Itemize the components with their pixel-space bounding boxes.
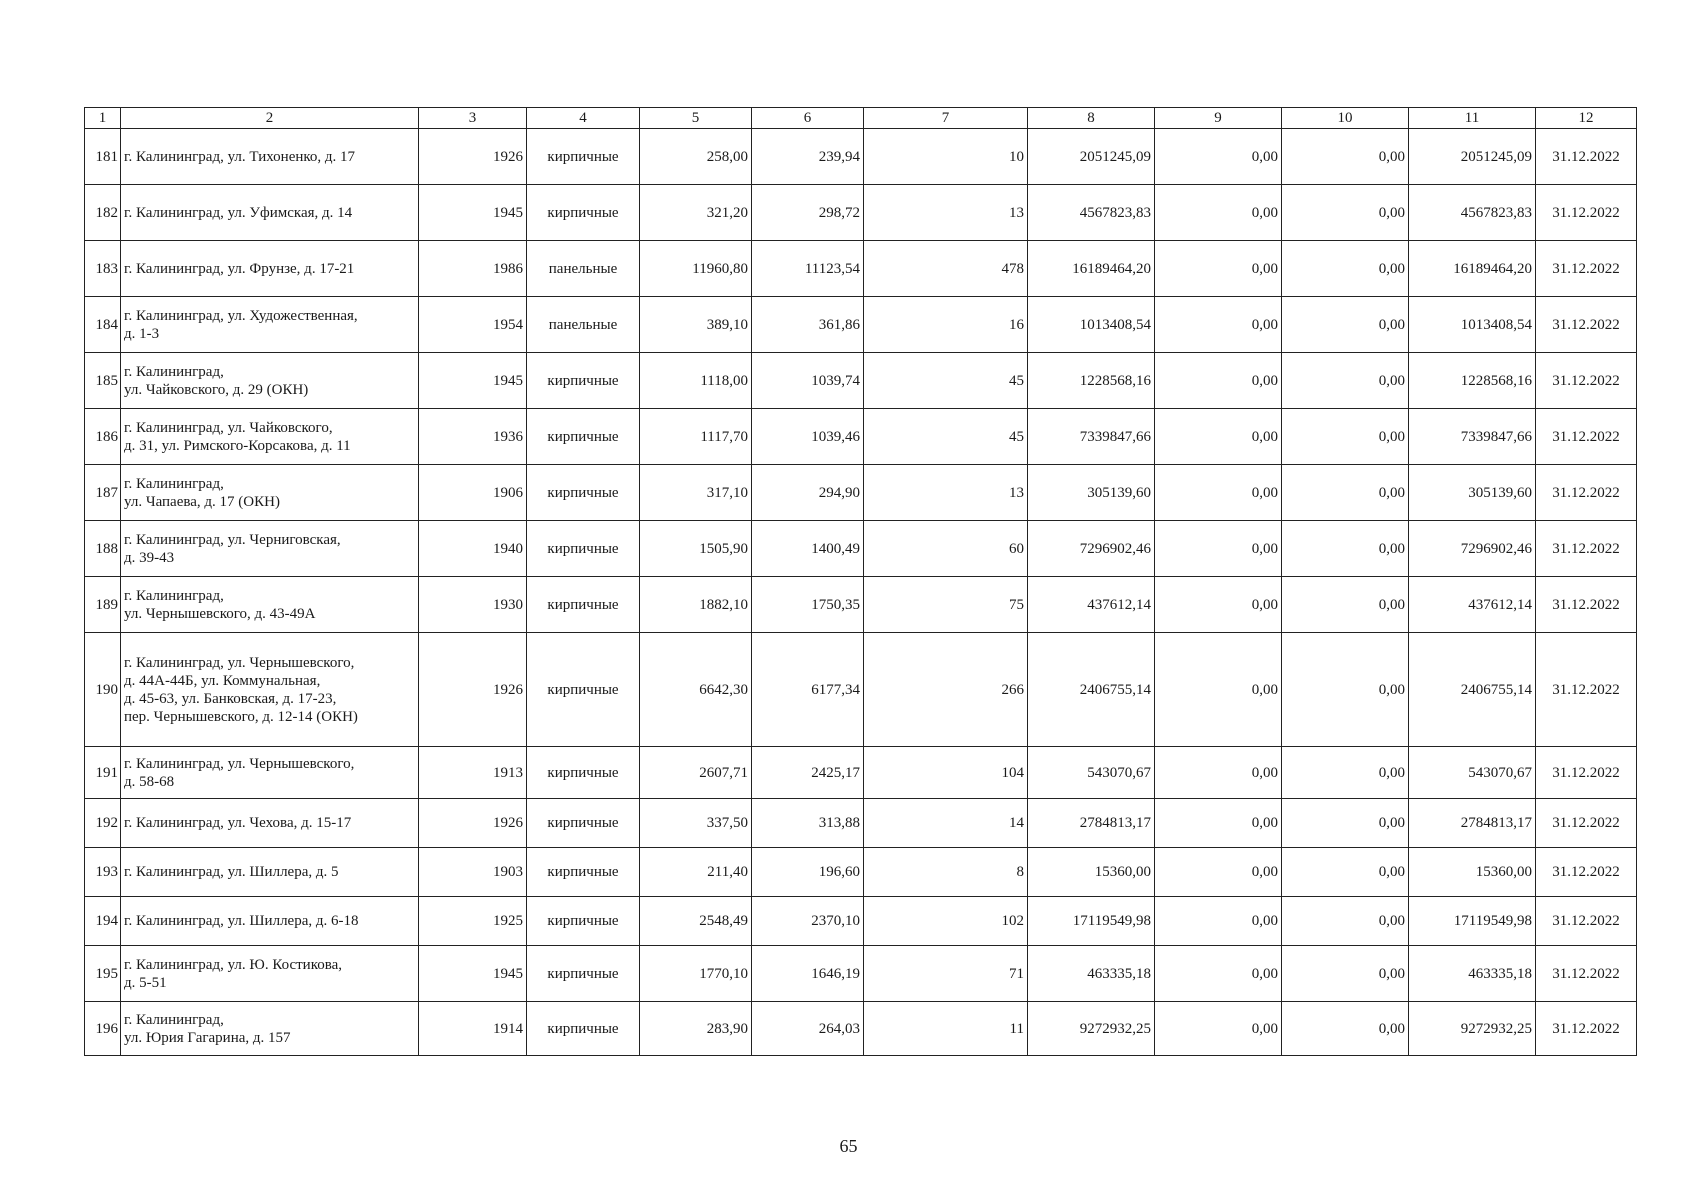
value-cell: 0,00 bbox=[1155, 1002, 1282, 1056]
value-cell: 1228568,16 bbox=[1409, 353, 1536, 409]
value-cell: 17119549,98 bbox=[1028, 897, 1155, 946]
value-cell: 0,00 bbox=[1282, 1002, 1409, 1056]
column-header: 12 bbox=[1536, 108, 1637, 129]
value-cell: 0,00 bbox=[1282, 409, 1409, 465]
value-cell: 0,00 bbox=[1155, 297, 1282, 353]
value-cell: 361,86 bbox=[752, 297, 864, 353]
value-cell: 389,10 bbox=[640, 297, 752, 353]
row-number: 196 bbox=[85, 1002, 121, 1056]
date-cell: 31.12.2022 bbox=[1536, 409, 1637, 465]
table-row bbox=[85, 409, 1637, 465]
value-cell: 1013408,54 bbox=[1028, 297, 1155, 353]
address-cell: г. Калининград, ул. Художественная, д. 1-3 bbox=[121, 297, 419, 353]
address-cell: г. Калининград, ул. Шиллера, д. 6-18 bbox=[121, 897, 419, 946]
value-cell: 2425,17 bbox=[752, 747, 864, 799]
value-cell: 16189464,20 bbox=[1028, 241, 1155, 297]
value-cell: 7339847,66 bbox=[1028, 409, 1155, 465]
value-cell: 1505,90 bbox=[640, 521, 752, 577]
row-number: 192 bbox=[85, 799, 121, 848]
value-cell: 258,00 bbox=[640, 129, 752, 185]
column-header: 1 bbox=[85, 108, 121, 129]
address-cell: г. Калининград, ул. Уфимская, д. 14 bbox=[121, 185, 419, 241]
table-row bbox=[85, 799, 1637, 848]
year-cell: 1954 bbox=[419, 297, 527, 353]
date-cell: 31.12.2022 bbox=[1536, 185, 1637, 241]
year-cell: 1945 bbox=[419, 353, 527, 409]
value-cell: 0,00 bbox=[1282, 297, 1409, 353]
value-cell: 0,00 bbox=[1155, 848, 1282, 897]
row-number: 186 bbox=[85, 409, 121, 465]
table-row bbox=[85, 521, 1637, 577]
column-header: 3 bbox=[419, 108, 527, 129]
value-cell: 321,20 bbox=[640, 185, 752, 241]
row-number: 195 bbox=[85, 946, 121, 1002]
page-number: 65 bbox=[839, 1136, 858, 1156]
material-cell: кирпичные bbox=[527, 946, 640, 1002]
value-cell: 2051245,09 bbox=[1409, 129, 1536, 185]
year-cell: 1926 bbox=[419, 633, 527, 747]
value-cell: 0,00 bbox=[1282, 633, 1409, 747]
column-header: 2 bbox=[121, 108, 419, 129]
material-cell: кирпичные bbox=[527, 409, 640, 465]
column-header: 7 bbox=[864, 108, 1028, 129]
value-cell: 104 bbox=[864, 747, 1028, 799]
table-row bbox=[85, 747, 1637, 799]
value-cell: 0,00 bbox=[1282, 848, 1409, 897]
row-number: 189 bbox=[85, 577, 121, 633]
value-cell: 15360,00 bbox=[1409, 848, 1536, 897]
material-cell: кирпичные bbox=[527, 577, 640, 633]
year-cell: 1926 bbox=[419, 799, 527, 848]
table-row bbox=[85, 577, 1637, 633]
value-cell: 437612,14 bbox=[1028, 577, 1155, 633]
date-cell: 31.12.2022 bbox=[1536, 848, 1637, 897]
table-row bbox=[85, 633, 1637, 747]
material-cell: кирпичные bbox=[527, 521, 640, 577]
address-cell: г. Калининград, ул. Тихоненко, д. 17 bbox=[121, 129, 419, 185]
table-row bbox=[85, 946, 1637, 1002]
address-cell: г. Калининград, ул. Чернышевского, д. 44А-44Б, ул. Коммунальная, д. 45-63, ул. Банковская, д. 17-23, пер. Чернышевского, д. 12-14 (ОКН) bbox=[121, 633, 419, 747]
value-cell: 463335,18 bbox=[1028, 946, 1155, 1002]
row-number: 188 bbox=[85, 521, 121, 577]
value-cell: 0,00 bbox=[1155, 353, 1282, 409]
value-cell: 305139,60 bbox=[1409, 465, 1536, 521]
column-header: 9 bbox=[1155, 108, 1282, 129]
value-cell: 1013408,54 bbox=[1409, 297, 1536, 353]
value-cell: 1646,19 bbox=[752, 946, 864, 1002]
year-cell: 1914 bbox=[419, 1002, 527, 1056]
value-cell: 75 bbox=[864, 577, 1028, 633]
address-cell: г. Калининград, ул. Фрунзе, д. 17-21 bbox=[121, 241, 419, 297]
row-number: 181 bbox=[85, 129, 121, 185]
value-cell: 266 bbox=[864, 633, 1028, 747]
date-cell: 31.12.2022 bbox=[1536, 577, 1637, 633]
year-cell: 1945 bbox=[419, 185, 527, 241]
date-cell: 31.12.2022 bbox=[1536, 297, 1637, 353]
year-cell: 1906 bbox=[419, 465, 527, 521]
date-cell: 31.12.2022 bbox=[1536, 129, 1637, 185]
value-cell: 0,00 bbox=[1282, 465, 1409, 521]
material-cell: панельные bbox=[527, 241, 640, 297]
value-cell: 15360,00 bbox=[1028, 848, 1155, 897]
value-cell: 0,00 bbox=[1155, 747, 1282, 799]
value-cell: 4567823,83 bbox=[1409, 185, 1536, 241]
value-cell: 2406755,14 bbox=[1409, 633, 1536, 747]
value-cell: 16189464,20 bbox=[1409, 241, 1536, 297]
value-cell: 8 bbox=[864, 848, 1028, 897]
value-cell: 478 bbox=[864, 241, 1028, 297]
date-cell: 31.12.2022 bbox=[1536, 897, 1637, 946]
value-cell: 0,00 bbox=[1155, 409, 1282, 465]
value-cell: 1118,00 bbox=[640, 353, 752, 409]
value-cell: 0,00 bbox=[1282, 747, 1409, 799]
column-header: 11 bbox=[1409, 108, 1536, 129]
year-cell: 1986 bbox=[419, 241, 527, 297]
value-cell: 2784813,17 bbox=[1028, 799, 1155, 848]
column-number-row bbox=[85, 108, 1637, 129]
table-body bbox=[85, 108, 1637, 1056]
column-header: 6 bbox=[752, 108, 864, 129]
material-cell: кирпичные bbox=[527, 633, 640, 747]
table-row bbox=[85, 297, 1637, 353]
address-cell: г. Калининград, ул. Чайковского, д. 29 (ОКН) bbox=[121, 353, 419, 409]
value-cell: 264,03 bbox=[752, 1002, 864, 1056]
row-number: 194 bbox=[85, 897, 121, 946]
value-cell: 14 bbox=[864, 799, 1028, 848]
row-number: 183 bbox=[85, 241, 121, 297]
date-cell: 31.12.2022 bbox=[1536, 521, 1637, 577]
row-number: 191 bbox=[85, 747, 121, 799]
date-cell: 31.12.2022 bbox=[1536, 1002, 1637, 1056]
value-cell: 102 bbox=[864, 897, 1028, 946]
material-cell: кирпичные bbox=[527, 848, 640, 897]
value-cell: 0,00 bbox=[1155, 185, 1282, 241]
date-cell: 31.12.2022 bbox=[1536, 353, 1637, 409]
material-cell: кирпичные bbox=[527, 465, 640, 521]
address-cell: г. Калининград, ул. Чехова, д. 15-17 bbox=[121, 799, 419, 848]
material-cell: кирпичные bbox=[527, 1002, 640, 1056]
value-cell: 2548,49 bbox=[640, 897, 752, 946]
value-cell: 10 bbox=[864, 129, 1028, 185]
date-cell: 31.12.2022 bbox=[1536, 747, 1637, 799]
address-cell: г. Калининград, ул. Ю. Костикова, д. 5-51 bbox=[121, 946, 419, 1002]
value-cell: 0,00 bbox=[1282, 185, 1409, 241]
housing-table bbox=[84, 107, 1637, 1056]
value-cell: 1039,46 bbox=[752, 409, 864, 465]
value-cell: 305139,60 bbox=[1028, 465, 1155, 521]
value-cell: 7296902,46 bbox=[1028, 521, 1155, 577]
value-cell: 1400,49 bbox=[752, 521, 864, 577]
material-cell: кирпичные bbox=[527, 353, 640, 409]
address-cell: г. Калининград, ул. Шиллера, д. 5 bbox=[121, 848, 419, 897]
value-cell: 2784813,17 bbox=[1409, 799, 1536, 848]
date-cell: 31.12.2022 bbox=[1536, 241, 1637, 297]
value-cell: 16 bbox=[864, 297, 1028, 353]
value-cell: 0,00 bbox=[1282, 129, 1409, 185]
value-cell: 13 bbox=[864, 465, 1028, 521]
value-cell: 298,72 bbox=[752, 185, 864, 241]
column-header: 10 bbox=[1282, 108, 1409, 129]
address-cell: г. Калининград, ул. Юрия Гагарина, д. 157 bbox=[121, 1002, 419, 1056]
value-cell: 1039,74 bbox=[752, 353, 864, 409]
address-cell: г. Калининград, ул. Черниговская, д. 39-43 bbox=[121, 521, 419, 577]
value-cell: 2406755,14 bbox=[1028, 633, 1155, 747]
value-cell: 0,00 bbox=[1282, 799, 1409, 848]
value-cell: 0,00 bbox=[1282, 946, 1409, 1002]
value-cell: 11960,80 bbox=[640, 241, 752, 297]
value-cell: 0,00 bbox=[1282, 577, 1409, 633]
value-cell: 0,00 bbox=[1155, 946, 1282, 1002]
value-cell: 0,00 bbox=[1155, 521, 1282, 577]
material-cell: кирпичные bbox=[527, 747, 640, 799]
value-cell: 6177,34 bbox=[752, 633, 864, 747]
address-cell: г. Калининград, ул. Чернышевского, д. 58-68 bbox=[121, 747, 419, 799]
material-cell: кирпичные bbox=[527, 185, 640, 241]
value-cell: 196,60 bbox=[752, 848, 864, 897]
value-cell: 337,50 bbox=[640, 799, 752, 848]
value-cell: 1228568,16 bbox=[1028, 353, 1155, 409]
table-row bbox=[85, 353, 1637, 409]
value-cell: 0,00 bbox=[1155, 129, 1282, 185]
year-cell: 1925 bbox=[419, 897, 527, 946]
value-cell: 294,90 bbox=[752, 465, 864, 521]
column-header: 4 bbox=[527, 108, 640, 129]
year-cell: 1930 bbox=[419, 577, 527, 633]
value-cell: 0,00 bbox=[1155, 897, 1282, 946]
year-cell: 1926 bbox=[419, 129, 527, 185]
value-cell: 2607,71 bbox=[640, 747, 752, 799]
material-cell: кирпичные bbox=[527, 799, 640, 848]
value-cell: 0,00 bbox=[1282, 521, 1409, 577]
year-cell: 1945 bbox=[419, 946, 527, 1002]
date-cell: 31.12.2022 bbox=[1536, 633, 1637, 747]
value-cell: 71 bbox=[864, 946, 1028, 1002]
row-number: 184 bbox=[85, 297, 121, 353]
date-cell: 31.12.2022 bbox=[1536, 799, 1637, 848]
material-cell: кирпичные bbox=[527, 897, 640, 946]
value-cell: 0,00 bbox=[1282, 353, 1409, 409]
value-cell: 45 bbox=[864, 353, 1028, 409]
value-cell: 1117,70 bbox=[640, 409, 752, 465]
value-cell: 60 bbox=[864, 521, 1028, 577]
value-cell: 283,90 bbox=[640, 1002, 752, 1056]
value-cell: 317,10 bbox=[640, 465, 752, 521]
table-row bbox=[85, 1002, 1637, 1056]
value-cell: 11123,54 bbox=[752, 241, 864, 297]
value-cell: 1770,10 bbox=[640, 946, 752, 1002]
value-cell: 2051245,09 bbox=[1028, 129, 1155, 185]
table-row bbox=[85, 848, 1637, 897]
value-cell: 0,00 bbox=[1282, 241, 1409, 297]
value-cell: 0,00 bbox=[1282, 897, 1409, 946]
table-row bbox=[85, 465, 1637, 521]
column-header: 8 bbox=[1028, 108, 1155, 129]
table-row bbox=[85, 897, 1637, 946]
value-cell: 45 bbox=[864, 409, 1028, 465]
year-cell: 1940 bbox=[419, 521, 527, 577]
value-cell: 543070,67 bbox=[1028, 747, 1155, 799]
table-row bbox=[85, 185, 1637, 241]
table-row bbox=[85, 241, 1637, 297]
column-header: 5 bbox=[640, 108, 752, 129]
value-cell: 0,00 bbox=[1155, 465, 1282, 521]
address-cell: г. Калининград, ул. Чайковского, д. 31, ул. Римского-Корсакова, д. 11 bbox=[121, 409, 419, 465]
year-cell: 1913 bbox=[419, 747, 527, 799]
row-number: 193 bbox=[85, 848, 121, 897]
value-cell: 4567823,83 bbox=[1028, 185, 1155, 241]
value-cell: 1750,35 bbox=[752, 577, 864, 633]
year-cell: 1936 bbox=[419, 409, 527, 465]
address-cell: г. Калининград, ул. Чернышевского, д. 43-49А bbox=[121, 577, 419, 633]
value-cell: 239,94 bbox=[752, 129, 864, 185]
value-cell: 211,40 bbox=[640, 848, 752, 897]
value-cell: 0,00 bbox=[1155, 799, 1282, 848]
value-cell: 463335,18 bbox=[1409, 946, 1536, 1002]
row-number: 185 bbox=[85, 353, 121, 409]
row-number: 190 bbox=[85, 633, 121, 747]
row-number: 182 bbox=[85, 185, 121, 241]
value-cell: 9272932,25 bbox=[1028, 1002, 1155, 1056]
value-cell: 17119549,98 bbox=[1409, 897, 1536, 946]
value-cell: 543070,67 bbox=[1409, 747, 1536, 799]
year-cell: 1903 bbox=[419, 848, 527, 897]
value-cell: 437612,14 bbox=[1409, 577, 1536, 633]
value-cell: 7296902,46 bbox=[1409, 521, 1536, 577]
value-cell: 0,00 bbox=[1155, 633, 1282, 747]
address-cell: г. Калининград, ул. Чапаева, д. 17 (ОКН) bbox=[121, 465, 419, 521]
value-cell: 11 bbox=[864, 1002, 1028, 1056]
value-cell: 2370,10 bbox=[752, 897, 864, 946]
material-cell: панельные bbox=[527, 297, 640, 353]
row-number: 187 bbox=[85, 465, 121, 521]
value-cell: 7339847,66 bbox=[1409, 409, 1536, 465]
value-cell: 6642,30 bbox=[640, 633, 752, 747]
value-cell: 313,88 bbox=[752, 799, 864, 848]
value-cell: 9272932,25 bbox=[1409, 1002, 1536, 1056]
value-cell: 13 bbox=[864, 185, 1028, 241]
table-row bbox=[85, 129, 1637, 185]
material-cell: кирпичные bbox=[527, 129, 640, 185]
date-cell: 31.12.2022 bbox=[1536, 465, 1637, 521]
value-cell: 0,00 bbox=[1155, 241, 1282, 297]
date-cell: 31.12.2022 bbox=[1536, 946, 1637, 1002]
value-cell: 1882,10 bbox=[640, 577, 752, 633]
value-cell: 0,00 bbox=[1155, 577, 1282, 633]
